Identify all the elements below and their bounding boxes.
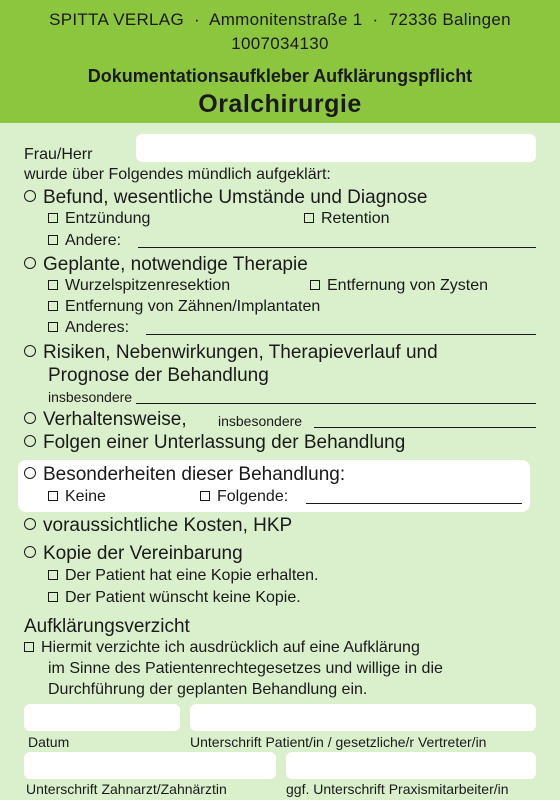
folgende-checkbox[interactable] bbox=[200, 491, 210, 501]
datum-field[interactable] bbox=[24, 704, 180, 731]
datum-label: Datum bbox=[28, 734, 70, 750]
keine-checkbox[interactable] bbox=[48, 491, 58, 501]
besonderheiten-label: Besonderheiten dieser Behandlung: bbox=[43, 464, 346, 485]
verhalten-radio[interactable] bbox=[24, 412, 36, 424]
section-folgen bbox=[24, 432, 405, 454]
verhalten-line[interactable] bbox=[314, 427, 536, 428]
entzuendung-label: Entzündung bbox=[65, 210, 151, 227]
section-risiken bbox=[24, 342, 438, 364]
option-entzuendung bbox=[48, 210, 150, 228]
verzicht-heading: Aufklärungsverzicht bbox=[24, 616, 190, 637]
befund-andere-label: Andere: bbox=[65, 232, 122, 249]
option-zysten bbox=[310, 277, 488, 295]
verhalten-insbesondere: insbesondere bbox=[218, 413, 303, 429]
retention-checkbox[interactable] bbox=[304, 213, 314, 223]
option-folgende bbox=[200, 488, 288, 506]
verzicht-line-2: im Sinne des Patientenrechtegesetzes und willige in die bbox=[48, 660, 443, 677]
kopie-radio[interactable] bbox=[24, 546, 36, 558]
keine-label: Keine bbox=[65, 488, 106, 505]
zaehne-label: Entfernung von Zähnen/Implantaten bbox=[65, 298, 321, 315]
verzicht-text-1: Hiermit verzichte ich ausdrücklich auf eine Aufklärung bbox=[41, 639, 420, 656]
folgen-radio[interactable] bbox=[24, 435, 36, 447]
risiken-insbesondere: insbesondere bbox=[48, 389, 133, 405]
kopie-label: Kopie der Vereinbarung bbox=[43, 543, 243, 564]
section-kosten bbox=[24, 515, 292, 537]
befund-label: Befund, wesentliche Umstände und Diagnose bbox=[43, 187, 428, 208]
verhalten-label: Verhaltensweise, bbox=[43, 409, 187, 430]
kosten-label: voraussichtliche Kosten, HKP bbox=[43, 515, 293, 536]
form-number: 1007034130 bbox=[231, 34, 329, 53]
risiken-label-1: Risiken, Nebenwirkungen, Therapieverlauf und bbox=[43, 342, 438, 363]
header-banner bbox=[0, 0, 560, 123]
section-kopie bbox=[24, 543, 243, 565]
publisher-line: SPITTA VERLAG · Ammonitenstraße 1 · 72336 Balingen bbox=[49, 10, 511, 29]
praxis-signature-label: ggf. Unterschrift Praxismitarbeiter/in bbox=[286, 781, 509, 797]
zysten-label: Entfernung von Zysten bbox=[327, 277, 488, 294]
verzicht-line-3: Durchführung der geplanten Behandlung ein. bbox=[48, 681, 368, 698]
entzuendung-checkbox[interactable] bbox=[48, 213, 58, 223]
therapie-radio[interactable] bbox=[24, 257, 36, 269]
form-title: Oralchirurgie bbox=[198, 90, 362, 118]
option-keine bbox=[48, 488, 106, 506]
kopie-keine-label: Der Patient wünscht keine Kopie. bbox=[65, 589, 301, 606]
risiken-line[interactable] bbox=[136, 403, 536, 404]
therapie-label: Geplante, notwendige Therapie bbox=[43, 254, 308, 275]
zahnarzt-signature-field[interactable] bbox=[24, 752, 276, 779]
therapie-anderes-label: Anderes: bbox=[65, 319, 130, 336]
option-therapie-anderes bbox=[48, 319, 129, 337]
zysten-checkbox[interactable] bbox=[310, 280, 320, 290]
zahnarzt-signature-label: Unterschrift Zahnarzt/Zahnärztin bbox=[26, 781, 227, 797]
wurzel-label: Wurzelspitzenresektion bbox=[65, 277, 231, 294]
risiken-radio[interactable] bbox=[24, 345, 36, 357]
verzicht-line-1 bbox=[24, 639, 420, 657]
patient-signature-field[interactable] bbox=[190, 704, 536, 731]
salutation-label: Frau/Herr bbox=[24, 146, 93, 163]
folgende-line[interactable] bbox=[306, 503, 522, 504]
option-befund-andere bbox=[48, 232, 121, 250]
folgende-label: Folgende: bbox=[217, 488, 289, 505]
section-therapie bbox=[24, 254, 308, 276]
praxis-signature-field[interactable] bbox=[286, 752, 536, 779]
option-zaehne bbox=[48, 298, 320, 316]
intro-text: wurde über Folgendes mündlich aufgeklärt: bbox=[24, 166, 331, 183]
verzicht-checkbox[interactable] bbox=[24, 642, 34, 652]
option-retention bbox=[304, 210, 390, 228]
option-kopie-keine bbox=[48, 589, 301, 607]
befund-andere-line[interactable] bbox=[138, 247, 536, 248]
form-subtitle: Dokumentationsaufkleber Aufklärungspflicht bbox=[87, 66, 473, 86]
option-wurzel bbox=[48, 277, 230, 295]
option-kopie-erhalten bbox=[48, 567, 319, 585]
therapie-anderes-line[interactable] bbox=[146, 334, 536, 335]
patient-name-field[interactable] bbox=[136, 134, 536, 162]
kopie-erhalten-checkbox[interactable] bbox=[48, 570, 58, 580]
wurzel-checkbox[interactable] bbox=[48, 280, 58, 290]
patient-signature-label: Unterschrift Patient/in / gesetzliche/r Vertreter/in bbox=[190, 734, 487, 750]
section-besonderheiten bbox=[24, 464, 345, 486]
kopie-erhalten-label: Der Patient hat eine Kopie erhalten. bbox=[65, 567, 319, 584]
section-befund bbox=[24, 187, 427, 209]
kosten-radio[interactable] bbox=[24, 518, 36, 530]
befund-andere-checkbox[interactable] bbox=[48, 235, 58, 245]
risiken-label-2: Prognose der Behandlung bbox=[48, 365, 269, 386]
befund-radio[interactable] bbox=[24, 190, 36, 202]
section-verhalten bbox=[24, 409, 187, 431]
kopie-keine-checkbox[interactable] bbox=[48, 592, 58, 602]
folgen-label: Folgen einer Unterlassung der Behandlung bbox=[43, 432, 406, 453]
zaehne-checkbox[interactable] bbox=[48, 301, 58, 311]
therapie-anderes-checkbox[interactable] bbox=[48, 322, 58, 332]
besonderheiten-radio[interactable] bbox=[24, 467, 36, 479]
retention-label: Retention bbox=[321, 210, 390, 227]
